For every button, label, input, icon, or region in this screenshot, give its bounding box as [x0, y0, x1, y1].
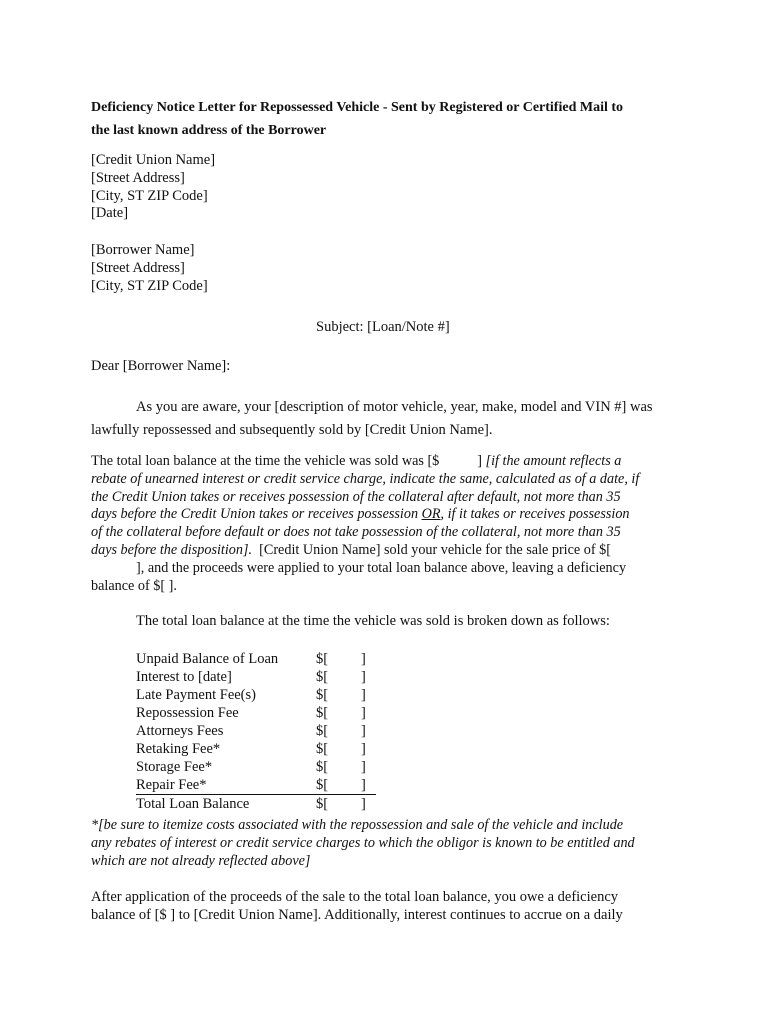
- recipient-name: [Borrower Name]: [91, 242, 195, 258]
- p2-line2: rebate of unearned interest or credit service charge, indicate the same, calculated as of a date, if: [91, 470, 640, 487]
- p2-line7: ], and the proceeds were applied to your total loan balance above, leaving a deficiency: [136, 559, 627, 576]
- salutation: Dear [Borrower Name]:: [91, 358, 231, 374]
- closing-line-1: After application of the proceeds of the sale to the total loan balance, you owe a deficiency: [91, 889, 619, 905]
- fee-amount: $[: [316, 759, 329, 775]
- footnote-line-3: which are not already reflected above]: [91, 852, 311, 869]
- fee-label: Attorneys Fees: [136, 723, 224, 739]
- fee-amount: $[: [316, 705, 329, 721]
- p2-line1-close: ]: [477, 453, 482, 469]
- fee-amount: $[: [316, 777, 329, 793]
- fee-row: [136, 758, 376, 776]
- fee-label: Repair Fee*: [136, 777, 207, 793]
- fee-row: [136, 668, 376, 686]
- closing-paragraph: [91, 889, 691, 925]
- fee-amount-close: ]: [361, 777, 366, 793]
- fee-amount-close: ]: [361, 796, 366, 812]
- fee-amount: $[: [316, 741, 329, 757]
- fee-amount: $[: [316, 723, 329, 739]
- fee-amount-close: ]: [361, 669, 366, 685]
- fee-label: Repossession Fee: [136, 705, 239, 721]
- recipient-address: [91, 242, 208, 295]
- p2-line8: balance of $[ ].: [91, 577, 177, 594]
- fee-amount: $[: [316, 796, 329, 812]
- title-line-1: Deficiency Notice Letter for Repossessed Vehicle - Sent by Registered or Certified Mail to: [91, 100, 624, 115]
- p2-line5: of the collateral before default or does not take possession of the collateral, not more than 35: [91, 524, 621, 541]
- fee-amount-close: ]: [361, 651, 366, 667]
- subject-line: Subject: [Loan/Note #]: [316, 319, 450, 335]
- p2-line1-text: The total loan balance at the time the vehicle was sold was [$: [91, 453, 440, 469]
- fee-row: [136, 650, 376, 668]
- p2-line4-b: , if it takes or receives possession: [440, 506, 630, 523]
- sender-date: [Date]: [91, 205, 129, 222]
- p2-line1-italic: [if the amount reflects a: [485, 453, 622, 469]
- fee-label: Unpaid Balance of Loan: [136, 651, 279, 667]
- fee-label: Retaking Fee*: [136, 741, 221, 757]
- fee-breakdown-table: [136, 650, 376, 813]
- fee-row: [136, 686, 376, 704]
- closing-line-2: balance of [$ ] to [Credit Union Name]. Additionally, interest continues to accrue on a daily: [91, 906, 623, 923]
- sender-address: [91, 152, 215, 223]
- paragraph-2: [91, 453, 691, 595]
- p2-line4-or: OR: [421, 506, 441, 523]
- sender-street: [Street Address]: [91, 169, 185, 186]
- breakdown-intro: The total loan balance at the time the vehicle was sold is broken down as follows:: [136, 613, 610, 629]
- p2-line3: the Credit Union takes or receives possession of the collateral after default, not more than 35: [91, 488, 621, 505]
- fee-amount: $[: [316, 669, 329, 685]
- fee-row: [136, 776, 376, 795]
- fee-label: Storage Fee*: [136, 759, 213, 775]
- paragraph-1: [91, 396, 691, 442]
- fee-total-row: [136, 795, 376, 813]
- fee-label: Total Loan Balance: [136, 796, 250, 812]
- title-line-2: the last known address of the Borrower: [91, 123, 327, 138]
- footnote-line-1: *[be sure to itemize costs associated with the repossession and sale of the vehicle and include: [91, 817, 624, 833]
- fee-row: [136, 740, 376, 758]
- paragraph-1-line-2: lawfully repossessed and subsequently sold by [Credit Union Name].: [91, 422, 493, 438]
- p2-line6-plain: [Credit Union Name] sold your vehicle for the sale price of $[: [259, 541, 611, 558]
- fee-amount-close: ]: [361, 705, 366, 721]
- sender-name: [Credit Union Name]: [91, 152, 216, 168]
- recipient-city: [City, ST ZIP Code]: [91, 277, 208, 294]
- fee-label: Late Payment Fee(s): [136, 687, 256, 703]
- recipient-street: [Street Address]: [91, 259, 185, 276]
- paragraph-1-line-1: As you are aware, your [description of motor vehicle, year, make, model and VIN #] was: [136, 399, 653, 415]
- fee-amount-close: ]: [361, 687, 366, 703]
- fee-amount-close: ]: [361, 741, 366, 757]
- fee-amount: $[: [316, 651, 329, 667]
- fee-row: [136, 704, 376, 722]
- fee-amount-close: ]: [361, 723, 366, 739]
- p2-line4-a: days before the Credit Union takes or receives possession: [91, 506, 419, 523]
- document-title: [91, 96, 701, 142]
- p2-line6-italic: days before the disposition].: [91, 541, 253, 558]
- fee-row: [136, 722, 376, 740]
- footnote-line-2: any rebates of interest or credit service charges to which the obligor is known to be entitled and: [91, 834, 635, 851]
- fee-label: Interest to [date]: [136, 669, 232, 685]
- fee-amount-close: ]: [361, 759, 366, 775]
- fee-amount: $[: [316, 687, 329, 703]
- footnote: [91, 817, 691, 870]
- sender-city: [City, ST ZIP Code]: [91, 187, 208, 204]
